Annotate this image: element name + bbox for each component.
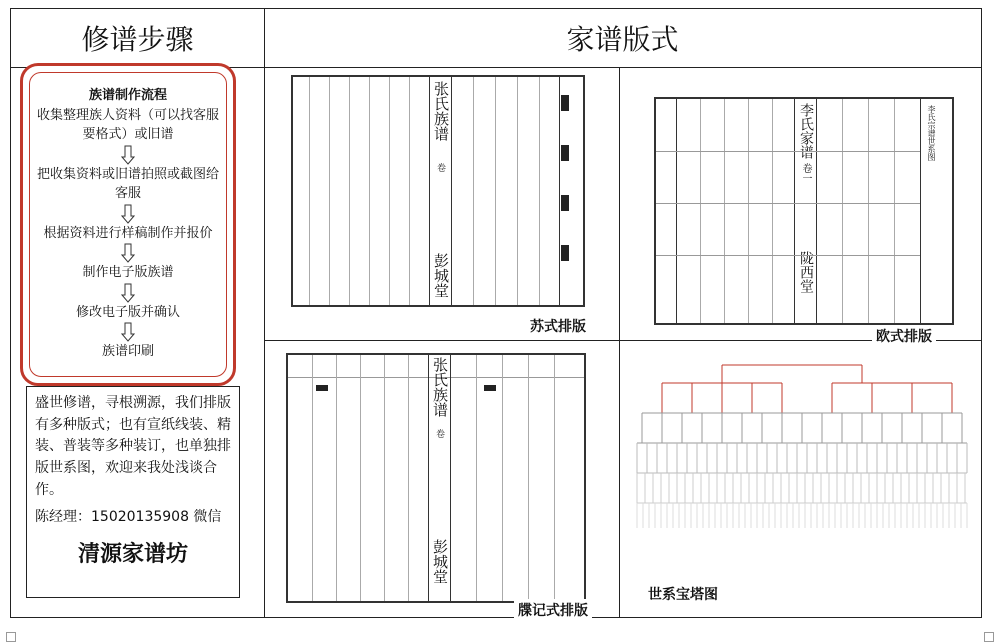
step-6: 族谱印刷 — [101, 344, 154, 359]
header-styles: 家谱版式 — [566, 23, 679, 56]
step-2: 把收集资料或旧谱拍照或截图给客服 — [36, 166, 219, 201]
pagoda-tree-chart — [632, 363, 972, 583]
contact-info: 陈经理：15020135908 微信 — [35, 509, 222, 526]
su-style-panel — [264, 67, 620, 341]
arrow-down-icon — [121, 283, 135, 303]
arrow-down-icon — [121, 322, 135, 342]
ou-style-hall: 陇西堂 — [798, 251, 814, 293]
arrow-down-icon — [121, 204, 135, 224]
tree-style-panel — [620, 341, 981, 617]
process-flow-title: 族谱制作流程 — [88, 88, 167, 103]
ou-style-panel — [620, 67, 981, 345]
step-5: 修改电子版并确认 — [75, 304, 180, 320]
header-steps: 修谱步骤 — [11, 9, 265, 67]
corner-handle-icon — [984, 632, 994, 642]
arrow-down-icon — [121, 145, 135, 165]
ou-style-page — [654, 97, 954, 325]
step-4: 制作电子版族谱 — [82, 265, 174, 280]
su-style-caption: 苏式排版 — [526, 315, 590, 337]
process-flow-card — [20, 63, 236, 386]
corner-handle-icon — [6, 632, 16, 642]
description-text: 盛世修谱，寻根溯源，我们排版有多种版式；也有宣纸线装、精装、普装等多种装订，也单独排版世系图，欢迎来我处浅谈合作。 — [35, 395, 231, 498]
step-1: 收集整理族人资料（可以找客服要格式）或旧谱 — [36, 107, 219, 142]
su-style-hall: 彭城堂 — [432, 253, 450, 298]
brand-name: 清源家谱坊 — [77, 541, 188, 568]
bottom-edge — [0, 626, 998, 642]
arrow-down-icon — [121, 243, 135, 263]
ou-style-chart-title: 李氏宗谱世系图 — [927, 105, 936, 161]
die-style-caption: 牒记式排版 — [514, 599, 592, 621]
ou-style-volume: 卷一 — [800, 163, 811, 183]
die-style-title: 张氏族谱 — [431, 357, 449, 417]
tree-style-caption: 世系宝塔图 — [644, 583, 722, 605]
step-3: 根据资料进行样稿制作并报价 — [43, 225, 213, 241]
su-style-volume: 卷 — [435, 163, 445, 172]
die-style-page — [286, 353, 586, 603]
ou-style-caption: 欧式排版 — [872, 325, 936, 347]
ou-style-title: 李氏家谱 — [798, 103, 814, 159]
die-style-volume: 卷 — [434, 429, 444, 438]
die-style-panel — [264, 341, 620, 617]
su-style-page — [291, 75, 585, 307]
description-box — [26, 386, 240, 598]
die-style-hall: 彭城堂 — [431, 539, 449, 584]
su-style-title: 张氏族谱 — [432, 81, 450, 141]
